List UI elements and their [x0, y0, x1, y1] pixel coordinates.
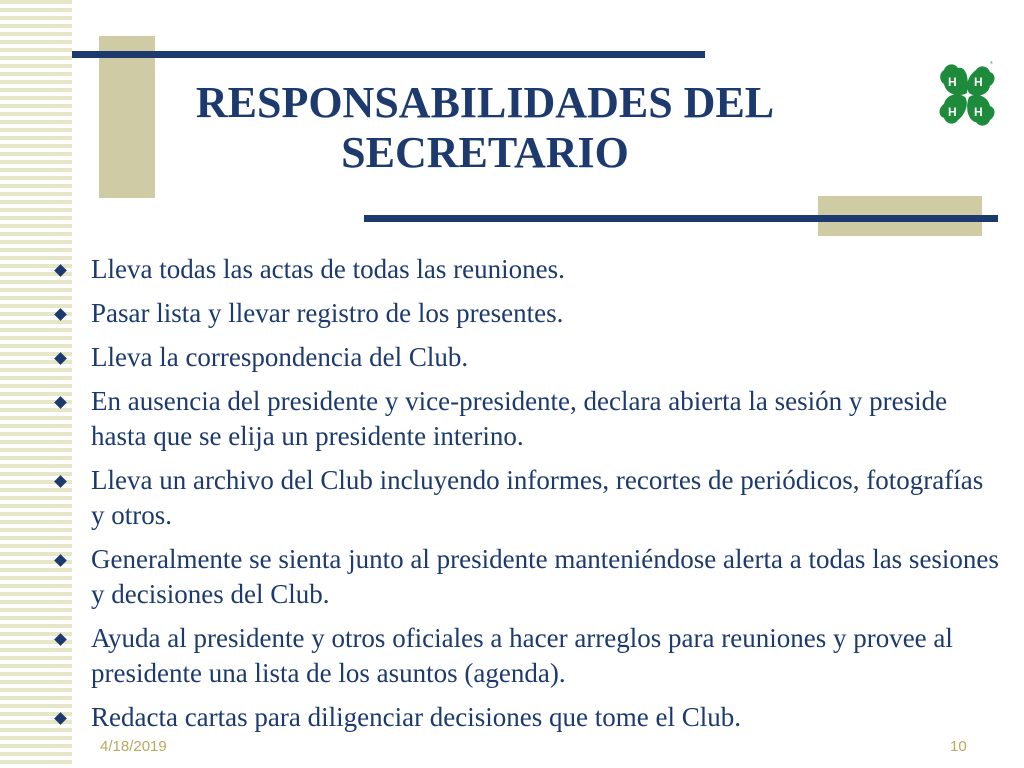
list-item: Redacta cartas para diligenciar decisiones que tome el Club. [50, 700, 1000, 735]
bullet-list [50, 252, 1000, 744]
footer-date: 4/18/2019 [100, 738, 167, 755]
list-item: En ausencia del presidente y vice-presidente, declara abierta la sesión y preside hasta que se elija un presidente interino. [50, 384, 1000, 454]
svg-text:H: H [948, 105, 957, 119]
list-item: Lleva la correspondencia del Club. [50, 340, 1000, 375]
diamond-bullet-icon [54, 396, 67, 409]
navy-rule-top [72, 51, 705, 58]
svg-text:H: H [948, 75, 957, 89]
four-leaf-clover-4h-icon [930, 58, 1004, 132]
svg-text:H: H [974, 105, 983, 119]
svg-text:®: ® [990, 60, 993, 65]
list-item: Ayuda al presidente y otros oficiales a hacer arreglos para reuniones y provee al presidente una lista de los asuntos (agenda). [50, 621, 1000, 691]
diamond-bullet-icon [54, 554, 67, 567]
diamond-bullet-icon [54, 264, 67, 277]
navy-rule-bottom [364, 215, 998, 222]
diamond-bullet-icon [54, 308, 67, 321]
list-item: Pasar lista y llevar registro de los presentes. [50, 296, 1000, 331]
diamond-bullet-icon [54, 712, 67, 725]
slide-title [160, 78, 810, 178]
svg-text:H: H [974, 75, 983, 89]
diamond-bullet-icon [54, 352, 67, 365]
title-line-2: SECRETARIO [341, 128, 629, 177]
list-item: Generalmente se sienta junto al presidente manteniéndose alerta a todas las sesiones y decisiones del Club. [50, 542, 1000, 612]
list-item: Lleva todas las actas de todas las reuniones. [50, 252, 1000, 287]
list-item: Lleva un archivo del Club incluyendo informes, recortes de periódicos, fotografías y otros. [50, 463, 1000, 533]
title-line-1: RESPONSABILIDADES DEL [195, 78, 775, 127]
tan-accent-block-top [99, 36, 155, 198]
footer-page-number: 10 [950, 738, 967, 755]
diamond-bullet-icon [54, 633, 67, 646]
diamond-bullet-icon [54, 475, 67, 488]
